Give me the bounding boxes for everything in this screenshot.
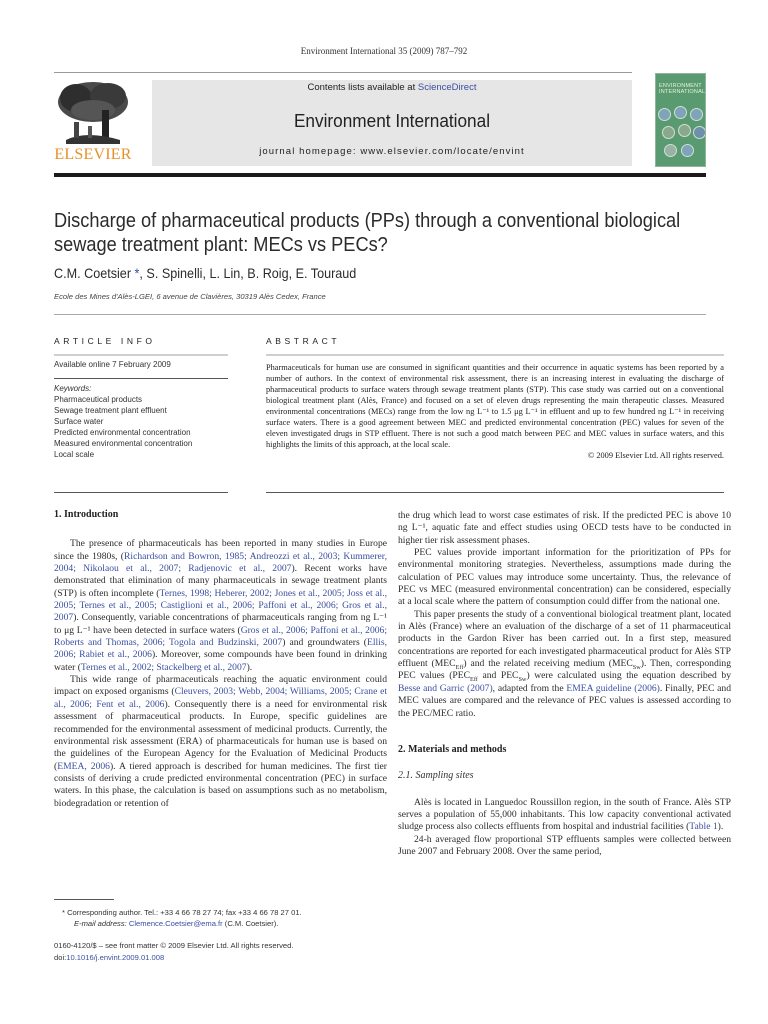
paragraph: This wide range of pharmaceuticals reaching the aquatic environment could impact on exposed organisms (Cleuvers, 2003; Webb, 2004; Williams, 2005; Crane et al., 2006; Fent et al., 2006). Consequently there is a need for environmental risk assessment of pharmaceutical products. In Europe, specific guidelines are recommended for the environmental assessment of medicinal products. Currently, the environmental risk assessment (ERA) of pharmaceuticals for human use is based on the guidelines of the European Agency for the Evaluation of Medicinal Products (EMEA, 2006). A tiered approach is described for human medicines. The first tier consists of deriving a crude predicted environmental concentration (PEC) in surface waters. In this phase, the calculation is based on assumptions such as no metabolism, biodegradation or retention of xyxy=(54,674,387,809)
table-link[interactable]: Table 1 xyxy=(689,821,718,833)
abstract-text: Pharmaceuticals for human use are consumed in significant quantities and their occurrence in aquatic systems has been reported by a number of authors. In the context of environmental risk assessment, there is an increasing interest in evaluating the discharge of pharmaceutical products to surface waters through sewage treatment plants (STP). This case study was carried out on a conventional biological treatment plant (Alès, France) and focused on a set of eleven drugs representing the main therapeutic classes. Measured environmental concentrations (MECs) range from the low ng L⁻¹ to 1.5 μg L⁻¹ in effluent and up to few hundred ng L⁻¹ in receiving surface waters. There is a good agreement between MEC and predicted environmental concentration (PEC) values for seven of the eleven investigated drugs in STP effluent. There is not such a good match between PEC and MEC values in surface waters, and this highlights the limits of this approach, at the local scale. xyxy=(266,363,724,449)
doi-line: doi:10.1016/j.envint.2009.01.008 xyxy=(54,953,165,962)
citation-link[interactable]: Ternes, 1998; Heberer, 2002; Jones et al., 2005; Joss et al., 2005; Ternes et al., 2005; Castiglioni et al., 2006; Paffoni et al., 2006; Gros et al., 2007 xyxy=(54,587,387,624)
paragraph: This paper presents the study of a conventional biological treatment plant, located in Alès (France) where an evaluation of the discharge of a set of 11 pharmaceutical products in the Gardon River has been carried out. In a first step, measured concentrations are reported for each investigated pharmaceutical product for Alès STP effluent $(MEC_{Eff})$ and the related receiving medium $(MEC_{Sw})$. Then, corresponding PEC values ($PEC_{Eff}$ and $PEC_{Sw}$) were calculated using the equation described by Besse and Garric (2007), adapted from the EMEA guideline (2006). Finally, PEC and MEC values are compared and the relevance of PEC values is assessed according to the PEC/MEC ratio. xyxy=(398,608,731,719)
issn-line: 0160-4120/$ – see front matter © 2009 Elsevier Ltd. All rights reserved. xyxy=(54,941,294,950)
divider xyxy=(266,492,724,493)
section-heading-introduction: 1. Introduction xyxy=(54,509,119,520)
journal-banner xyxy=(152,80,632,166)
citation-link[interactable]: Gros et al., 2006; Paffoni et al., 2006; Roberts and Thomas, 2006; Togola and Budzinski, 2007 xyxy=(54,624,387,649)
keyword: Pharmaceutical products xyxy=(54,395,143,404)
paragraph: Alès is located in Languedoc Roussillon region, in the south of France. Alès STP serves a population of 55,000 inhabitants. This low capacity conventional activated sludge process also collects effluents from hospital and industrial facilities (Table 1). xyxy=(398,796,731,833)
journal-title: Environment International xyxy=(293,110,491,131)
contents-line: Contents lists available at ScienceDirect xyxy=(307,82,477,93)
keyword: Predicted environmental concentration xyxy=(54,428,191,437)
cover-image-circle xyxy=(693,126,706,139)
divider xyxy=(54,314,706,315)
keyword: Measured environmental concentration xyxy=(54,439,193,448)
keyword: Local scale xyxy=(54,450,95,459)
paragraph-continued: the drug which lead to worst case estimates of risk. If the predicted PEC is above 10 ng L⁻¹, aquatic fate and effect studies using OECD tests have to be conducted in higher tier risk assessment phases. xyxy=(398,510,731,546)
keyword: Surface water xyxy=(54,417,104,426)
email-link[interactable]: Clemence.Coetsier@ema.fr xyxy=(128,919,223,928)
cover-image-circle xyxy=(678,124,691,137)
cover-image-circle xyxy=(690,108,703,121)
doi-link[interactable]: 10.1016/j.envint.2009.01.008 xyxy=(66,953,165,962)
cover-image-circle xyxy=(674,106,687,119)
footnote xyxy=(54,907,394,929)
citation-link[interactable]: Ternes et al., 2002; Stackelberg et al., 2007 xyxy=(80,661,247,673)
corresponding-author-link[interactable]: * xyxy=(131,265,140,281)
citation-link[interactable]: EMEA, 2006 xyxy=(57,760,110,772)
article-title: Discharge of pharmaceutical products (PPs) through a conventional biological sewage treatment plant: MECs vs PECs? xyxy=(54,210,681,256)
citation-link[interactable]: Ellis, 2006; Rabiet et al., 2006 xyxy=(54,637,387,661)
keywords-label: Keywords: xyxy=(54,384,92,393)
cover-title: ENVIRONMENT INTERNATIONAL xyxy=(659,83,706,95)
abstract-body xyxy=(266,362,724,461)
citation-link[interactable]: Cleuvers, 2003; Webb, 2004; Williams, 2005; Crane et al., 2006; Fent et al., 2006 xyxy=(54,686,387,710)
article-info-heading: ARTICLE INFO xyxy=(54,336,156,346)
publication-info xyxy=(54,940,293,964)
cover-image-circle xyxy=(658,108,671,121)
available-online-date: Available online 7 February 2009 xyxy=(54,360,171,369)
author-list: C.M. Coetsier *, S. Spinelli, L. Lin, B. Roig, E. Touraud xyxy=(54,265,357,281)
divider xyxy=(266,354,724,356)
subsection-heading-sampling: 2.1. Sampling sites xyxy=(398,770,474,782)
paragraph: PEC values provide important information for the prioritization of PPs for environmental monitoring strategies. Nevertheless, assumptions made during the calculation of PEC values may introduce some uncertainty. Thus, the relevance of PEC vs MEC (measured environmental concentration) can be considered, especially at a local scale where the pattern of consumption could differ from the national one. xyxy=(398,547,731,608)
elsevier-tree-icon xyxy=(56,80,130,146)
abstract-heading: ABSTRACT xyxy=(266,336,341,346)
divider xyxy=(54,354,228,356)
body-column-right-text xyxy=(398,510,731,858)
paragraph: 24-h averaged flow proportional STP effluents samples were collected between June 2007 and February 2008. Over the same period, xyxy=(398,833,731,857)
header-top-rule xyxy=(54,72,632,73)
section-heading-methods: 2. Materials and methods xyxy=(398,743,507,755)
header-thick-rule xyxy=(54,173,706,177)
cover-image-circle xyxy=(662,126,675,139)
email-line: E-mail address: Clemence.Coetsier@ema.fr (C.M. Coetsier). xyxy=(74,919,279,928)
elsevier-wordmark: ELSEVIER xyxy=(54,146,132,163)
affiliation: Ecole des Mines d'Alès-LGEI, 6 avenue de Clavières, 30319 Alès Cedex, France xyxy=(54,292,326,301)
cover-image-circle xyxy=(681,144,694,157)
footnote-rule xyxy=(54,899,114,900)
cover-image-circle xyxy=(664,144,677,157)
journal-homepage-link[interactable]: journal homepage: www.elsevier.com/locate/envint xyxy=(259,146,525,157)
body-column-left xyxy=(54,509,387,859)
abstract-copyright: © 2009 Elsevier Ltd. All rights reserved. xyxy=(587,451,724,460)
citation-link[interactable]: Besse and Garric (2007) xyxy=(398,682,493,694)
sciencedirect-link[interactable]: ScienceDirect xyxy=(417,82,477,93)
keywords-list xyxy=(54,394,192,460)
paragraph: The presence of pharmaceuticals has been reported in many studies in Europe since the 1980s, (Richardson and Bowron, 1985; Andreozzi et al., 2003; Kummerer, 2004; Nikolaou et al., 2007; Radjenovic et al., 2007). Recent works have demonstrated that elimination of many pharmaceuticals in sewage treatment plants (STP) is often incomplete (Ternes, 1998; Heberer, 2002; Jones et al., 2005; Joss et al., 2005; Ternes et al., 2005; Castiglioni et al., 2006; Paffoni et al., 2006; Gros et al., 2007). Consequently, variable concentrations of pharmaceuticals ranging from ng L⁻¹ to μg L⁻¹ have been detected in surface waters (Gros et al., 2006; Paffoni et al., 2006; Roberts and Thomas, 2006; Togola and Budzinski, 2007) and groundwaters (Ellis, 2006; Rabiet et al., 2006). Moreover, some compounds have been found in drinking water (Ternes et al., 2002; Stackelberg et al., 2007). xyxy=(54,538,387,673)
keyword: Sewage treatment plant effluent xyxy=(54,406,167,415)
running-head: Environment International 35 (2009) 787–792 xyxy=(300,46,468,56)
citation-link[interactable]: EMEA guideline (2006) xyxy=(566,682,660,694)
elsevier-logo[interactable] xyxy=(54,80,132,166)
divider xyxy=(54,378,228,379)
corresponding-author-note: * Corresponding author. Tel.: +33 4 66 78 27 74; fax +33 4 66 78 27 01. xyxy=(62,908,302,917)
journal-cover-thumbnail[interactable] xyxy=(655,73,706,167)
divider xyxy=(54,492,228,493)
citation-link[interactable]: Richardson and Bowron, 1985; Andreozzi et al., 2003; Kummerer, 2004; Nikolaou et al., 2007; Radjenovic et al., 2007 xyxy=(54,550,387,575)
